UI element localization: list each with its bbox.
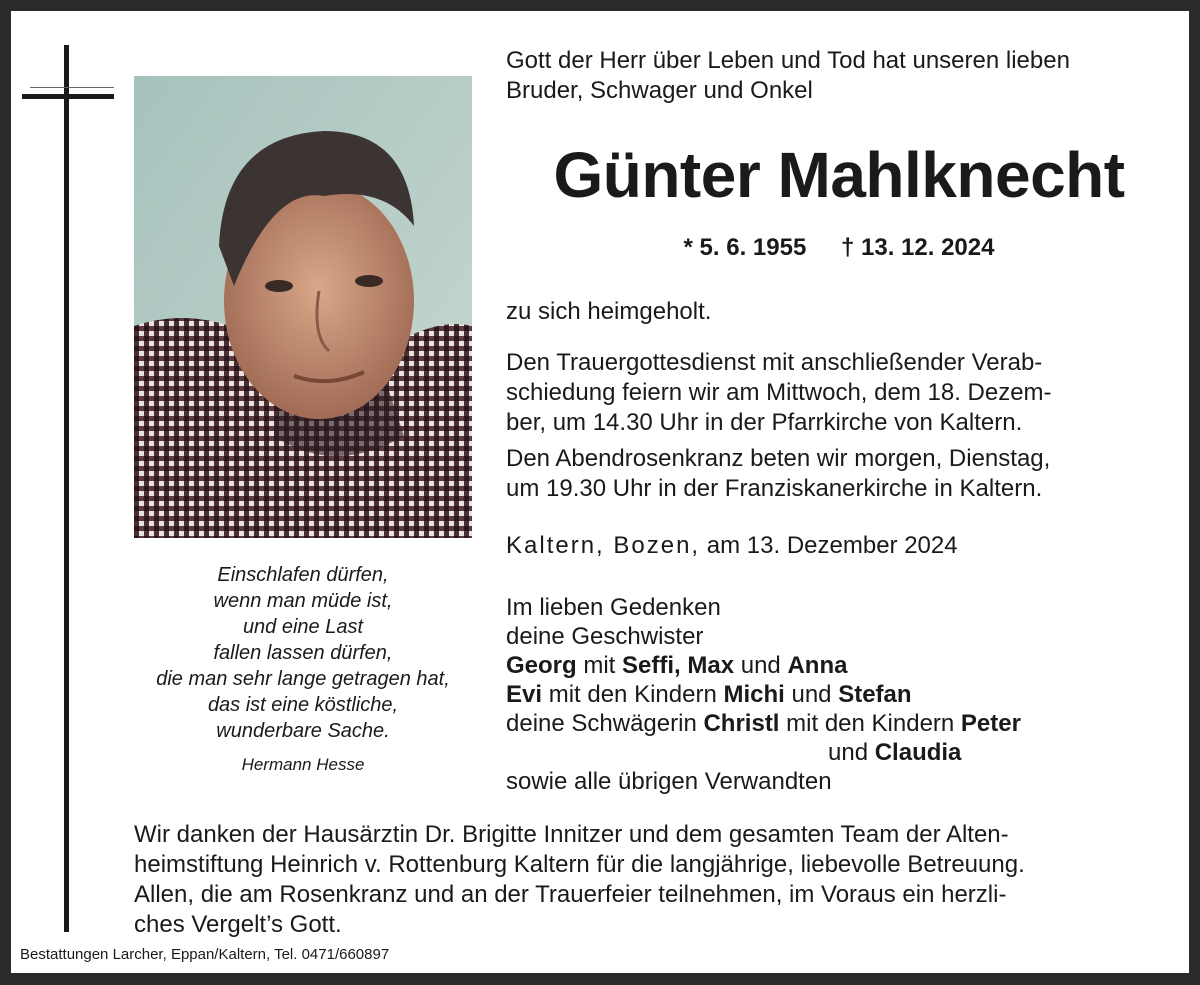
funeral-home-footer: Bestattungen Larcher, Eppan/Kaltern, Tel. 0471/660897	[20, 946, 390, 963]
date: am 13. Dezember 2024	[706, 532, 958, 559]
rosary-line: Den Abendrosenkranz beten wir morgen, Dienstag,	[506, 445, 1051, 472]
service-line: ber, um 14.30 Uhr in der Pfarrkirche von Kaltern.	[506, 409, 1023, 436]
family-connector: und	[791, 681, 832, 708]
poem-line: die man sehr lange getragen hat,	[156, 668, 450, 690]
family-line: Im lieben Gedenken	[506, 594, 721, 621]
thanks-line: Allen, die am Rosenkranz und an der Trauerfeier teilnehmen, im Voraus ein herzli-	[134, 881, 1007, 908]
name-bold: Michi	[723, 681, 785, 708]
family-connector: und	[828, 739, 869, 766]
poem-line: fallen lassen dürfen,	[213, 642, 393, 664]
birth-date: * 5. 6. 1955	[683, 234, 807, 261]
deceased-name: Günter Mahlknecht	[553, 139, 1125, 211]
family-connector: und	[740, 652, 781, 679]
place-date	[506, 532, 958, 560]
poem-line: Einschlafen dürfen,	[217, 564, 389, 586]
name-bold: Anna	[787, 652, 848, 679]
poem-line: und eine Last	[242, 616, 364, 638]
family-connector: mit den Kindern	[786, 710, 955, 737]
thanks-text	[134, 820, 1164, 940]
place: Kaltern, Bozen,	[506, 532, 701, 559]
rosary-line: um 19.30 Uhr in der Franziskanerkirche in Kaltern.	[506, 475, 1043, 502]
name-bold: Christl	[703, 710, 780, 737]
name-bold: Seffi, Max	[622, 652, 735, 679]
name-bold: Stefan	[838, 681, 912, 708]
family-line	[506, 651, 1172, 680]
name-bold: Evi	[506, 681, 543, 708]
poem-line: das ist eine köstliche,	[207, 694, 399, 716]
family-connector: mit	[583, 652, 616, 679]
called-home-text: zu sich heimgeholt.	[506, 298, 712, 325]
rosary-text	[506, 444, 1166, 504]
family-line	[506, 738, 1172, 767]
family-line	[506, 680, 1172, 709]
poem-line: wunderbare Sache.	[216, 720, 390, 742]
family-connector: deine Schwägerin	[506, 710, 697, 737]
thanks-line: ches Vergelt’s Gott.	[134, 911, 342, 938]
family-line: deine Geschwister	[506, 623, 704, 650]
death-date: † 13. 12. 2024	[840, 234, 995, 261]
intro-line: Bruder, Schwager und Onkel	[506, 77, 813, 104]
thanks-line: heimstiftung Heinrich v. Rottenburg Kaltern für die langjährige, liebevolle Betreuung.	[134, 851, 1025, 878]
portrait-photo	[134, 76, 472, 538]
poem-author: Hermann Hesse	[241, 755, 365, 774]
thanks-line: Wir danken der Hausärztin Dr. Brigitte Innitzer und dem gesamten Team der Alten-	[134, 821, 1009, 848]
family-line: sowie alle übrigen Verwandten	[506, 768, 832, 795]
name-bold: Peter	[960, 710, 1021, 737]
service-line: schiedung feiern wir am Mittwoch, dem 18. Dezem-	[506, 379, 1052, 406]
service-line: Den Trauergottesdienst mit anschließender Verab-	[506, 349, 1043, 376]
family-connector: mit den Kindern	[548, 681, 717, 708]
poem-line: wenn man müde ist,	[213, 590, 393, 612]
life-dates	[506, 234, 1172, 262]
funeral-service-text	[506, 348, 1166, 438]
intro-text	[506, 46, 1172, 106]
name-bold: Claudia	[874, 739, 962, 766]
family-line	[506, 709, 1172, 738]
name-bold: Georg	[506, 652, 577, 679]
poem	[134, 562, 472, 778]
intro-line: Gott der Herr über Leben und Tod hat unseren lieben	[506, 47, 1070, 74]
family-list	[506, 593, 1172, 796]
